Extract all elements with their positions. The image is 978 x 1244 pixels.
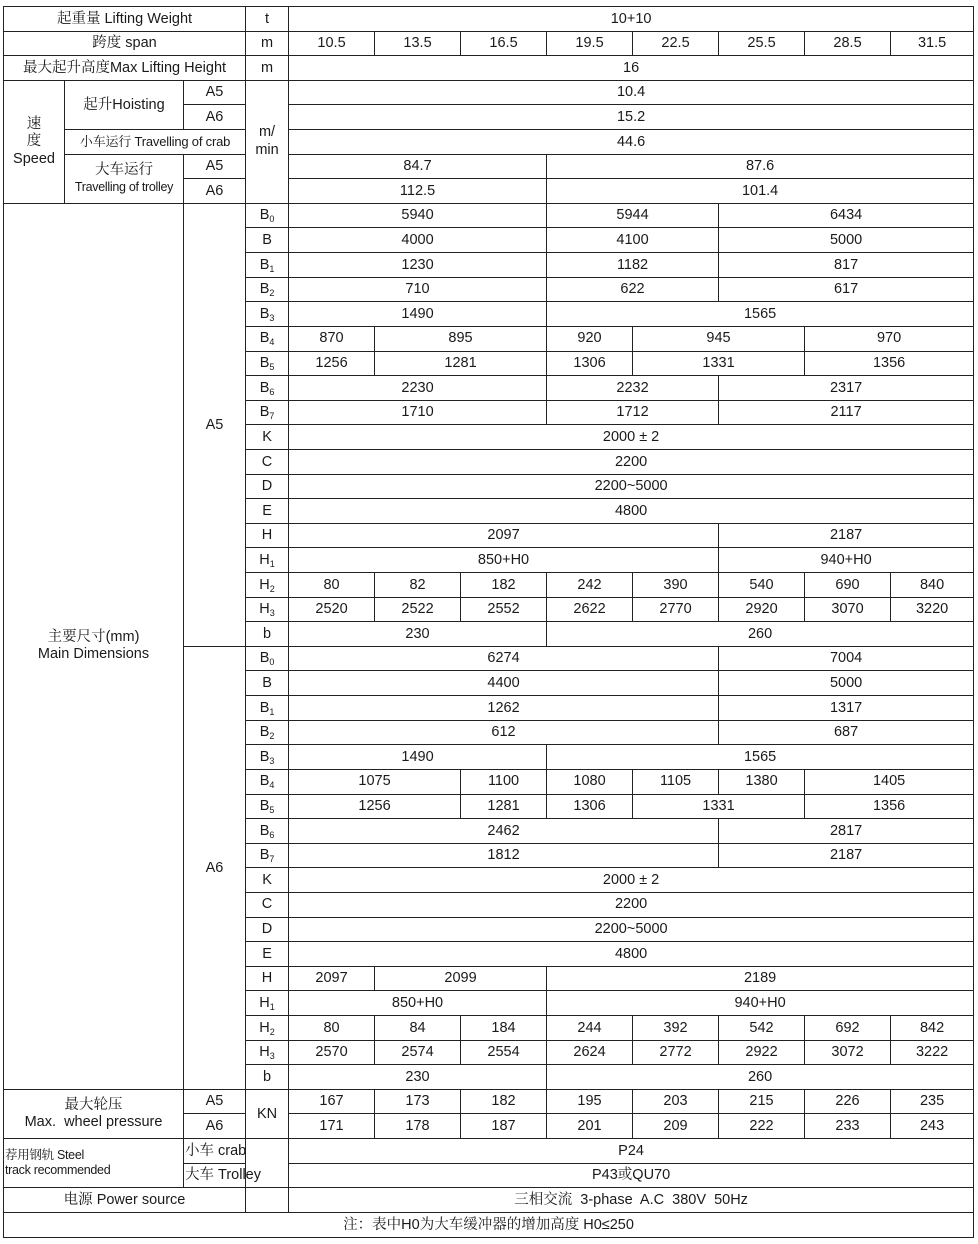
dim-value: 542 xyxy=(719,1015,805,1040)
dim-value: 1490 xyxy=(289,745,547,770)
dim-value: 842 xyxy=(891,1015,974,1040)
dim-symbol: $B_0$ xyxy=(246,203,289,228)
dim-symbol: $H_2$ xyxy=(246,573,289,598)
dim-value: 82 xyxy=(375,573,461,598)
span-value: 16.5 xyxy=(461,31,547,56)
dim-value: 1331 xyxy=(633,351,805,376)
dim-symbol: C xyxy=(246,449,289,474)
dim-value: 2099 xyxy=(375,966,547,991)
grade-label: A6 xyxy=(184,179,246,204)
dim-symbol: $B_5$ xyxy=(246,351,289,376)
dim-value: 2772 xyxy=(633,1040,719,1065)
lifting-weight-value: 10+10 xyxy=(289,7,974,32)
dim-value: 2317 xyxy=(719,376,974,401)
dim-symbol: $B_4$ xyxy=(246,769,289,794)
lifting-weight-unit: t xyxy=(246,7,289,32)
dim-symbol: K xyxy=(246,425,289,450)
rail-trolley-value: P43或QU70 xyxy=(289,1163,974,1188)
dim-value: 540 xyxy=(719,573,805,598)
dim-value: 1105 xyxy=(633,769,719,794)
span-label: 跨度 span xyxy=(4,31,246,56)
dim-symbol: $B_6$ xyxy=(246,819,289,844)
row-note xyxy=(4,1212,974,1237)
dim-value: 84 xyxy=(375,1015,461,1040)
trolley-a6-value: 112.5 xyxy=(289,179,547,204)
dim-value: 2554 xyxy=(461,1040,547,1065)
rail-label xyxy=(4,1139,184,1188)
speed-label-en: Speed xyxy=(13,150,55,167)
dim-value: 1710 xyxy=(289,400,547,425)
dim-value: 2200~5000 xyxy=(289,917,974,942)
dim-value: 1281 xyxy=(375,351,547,376)
main-dimensions-label-en: Main Dimensions xyxy=(37,646,150,663)
dim-value: 920 xyxy=(547,326,633,351)
trolley-travel-label xyxy=(65,154,184,203)
rail-label-en: track recommended xyxy=(5,1163,111,1178)
dim-value: 2520 xyxy=(289,597,375,622)
dim-symbol: $H_3$ xyxy=(246,1040,289,1065)
row-wheel-pressure-a5 xyxy=(4,1089,974,1114)
dim-value: 2187 xyxy=(719,843,974,868)
dim-value: 687 xyxy=(719,720,974,745)
dim-value: 1356 xyxy=(805,351,974,376)
hoisting-a6-value: 15.2 xyxy=(289,105,974,130)
max-lifting-height-value: 16 xyxy=(289,56,974,81)
dim-value: 2187 xyxy=(719,523,974,548)
dim-value: 690 xyxy=(805,573,891,598)
span-value: 28.5 xyxy=(805,31,891,56)
main-dimensions-label xyxy=(4,203,184,1089)
dim-value: 392 xyxy=(633,1015,719,1040)
dim-value: 4400 xyxy=(289,671,719,696)
dim-symbol: $B_2$ xyxy=(246,277,289,302)
dim-value: 1080 xyxy=(547,769,633,794)
dim-symbol: $B_3$ xyxy=(246,302,289,327)
rail-label-cn: 荐用钢轨 Steel xyxy=(5,1148,84,1163)
wheel-pressure-label-cn: 最大轮压 xyxy=(64,1096,123,1113)
dim-symbol: $B_2$ xyxy=(246,720,289,745)
dim-value: 2920 xyxy=(719,597,805,622)
dim-value: 4000 xyxy=(289,228,547,253)
dim-value: 260 xyxy=(547,1065,974,1090)
trolley-a5-value: 84.7 xyxy=(289,154,547,179)
row-power-source xyxy=(4,1188,974,1213)
dim-value: 2232 xyxy=(547,376,719,401)
wheel-pressure-value: 182 xyxy=(461,1089,547,1114)
grade-label: A6 xyxy=(184,646,246,1089)
row-a5-B0 xyxy=(4,203,974,228)
speed-label-cn: 速度 xyxy=(26,115,42,150)
crab-travel-value: 44.6 xyxy=(289,130,974,155)
dim-value: 2922 xyxy=(719,1040,805,1065)
hoisting-label: 起升Hoisting xyxy=(65,80,184,129)
dim-value: 80 xyxy=(289,1015,375,1040)
dim-value: 6274 xyxy=(289,646,719,671)
dim-value: 617 xyxy=(719,277,974,302)
dim-value: 242 xyxy=(547,573,633,598)
wheel-pressure-label xyxy=(4,1089,184,1138)
dim-value: 4800 xyxy=(289,499,974,524)
dim-value: 260 xyxy=(547,622,974,647)
wheel-pressure-value: 203 xyxy=(633,1089,719,1114)
dim-value: 230 xyxy=(289,622,547,647)
dim-value: 1182 xyxy=(547,253,719,278)
dim-value: 1281 xyxy=(461,794,547,819)
dim-value: 1405 xyxy=(805,769,974,794)
trolley-a5-value: 87.6 xyxy=(547,154,974,179)
dim-value: 2000 ± 2 xyxy=(289,868,974,893)
dim-symbol: b xyxy=(246,622,289,647)
span-value: 10.5 xyxy=(289,31,375,56)
span-value: 25.5 xyxy=(719,31,805,56)
grade-label: A6 xyxy=(184,105,246,130)
dim-symbol: $H_3$ xyxy=(246,597,289,622)
dim-symbol: b xyxy=(246,1065,289,1090)
table-note: 注：表中H0为大车缓冲器的增加高度 H0≤250 xyxy=(4,1212,974,1237)
dim-value: 945 xyxy=(633,326,805,351)
dim-symbol: $B_3$ xyxy=(246,745,289,770)
dim-value: 710 xyxy=(289,277,547,302)
dim-value: 850+H0 xyxy=(289,548,719,573)
dim-symbol: $B_5$ xyxy=(246,794,289,819)
span-value: 19.5 xyxy=(547,31,633,56)
lifting-weight-label: 起重量 Lifting Weight xyxy=(4,7,246,32)
dim-symbol: $B_0$ xyxy=(246,646,289,671)
dim-value: 184 xyxy=(461,1015,547,1040)
trolley-travel-label-cn: 大车运行 xyxy=(95,161,153,178)
dim-symbol: $H_1$ xyxy=(246,991,289,1016)
max-lifting-height-unit: m xyxy=(246,56,289,81)
wheel-pressure-value: 209 xyxy=(633,1114,719,1139)
wheel-pressure-value: 235 xyxy=(891,1089,974,1114)
rail-crab-label: 小车 crab xyxy=(184,1139,246,1164)
dim-value: 1230 xyxy=(289,253,547,278)
max-lifting-height-label: 最大起升高度Max Lifting Height xyxy=(4,56,246,81)
wheel-pressure-value: 178 xyxy=(375,1114,461,1139)
trolley-travel-label-en: Travelling of trolley xyxy=(74,179,174,194)
power-source-value: 三相交流 3-phase A.C 380V 50Hz xyxy=(289,1188,974,1213)
span-unit: m xyxy=(246,31,289,56)
dim-symbol: $B_1$ xyxy=(246,253,289,278)
dim-symbol: $B_1$ xyxy=(246,696,289,721)
dim-value: 2097 xyxy=(289,523,719,548)
dim-value: 1812 xyxy=(289,843,719,868)
dim-value: 1306 xyxy=(547,794,633,819)
dim-symbol: D xyxy=(246,474,289,499)
dim-value: 5000 xyxy=(719,671,974,696)
crab-travel-label: 小车运行 Travelling of crab xyxy=(65,130,246,155)
dim-symbol: H xyxy=(246,966,289,991)
wheel-pressure-value: 201 xyxy=(547,1114,633,1139)
dim-value: 1356 xyxy=(805,794,974,819)
trolley-a6-value: 101.4 xyxy=(547,179,974,204)
dim-symbol: K xyxy=(246,868,289,893)
dim-value: 5000 xyxy=(719,228,974,253)
dim-symbol: H xyxy=(246,523,289,548)
wheel-pressure-value: 226 xyxy=(805,1089,891,1114)
row-speed-hoisting-a5 xyxy=(4,80,974,105)
dim-value: 230 xyxy=(289,1065,547,1090)
dim-value: 940+H0 xyxy=(547,991,974,1016)
dim-value: 5944 xyxy=(547,203,719,228)
dim-value: 2522 xyxy=(375,597,461,622)
dim-value: 840 xyxy=(891,573,974,598)
dim-value: 1317 xyxy=(719,696,974,721)
dim-value: 692 xyxy=(805,1015,891,1040)
row-rail-crab xyxy=(4,1139,974,1164)
dim-value: 6434 xyxy=(719,203,974,228)
dim-value: 2622 xyxy=(547,597,633,622)
dim-value: 2570 xyxy=(289,1040,375,1065)
wheel-pressure-value: 243 xyxy=(891,1114,974,1139)
grade-label: A5 xyxy=(184,1089,246,1114)
row-span xyxy=(4,31,974,56)
wheel-pressure-value: 187 xyxy=(461,1114,547,1139)
dim-value: 1331 xyxy=(633,794,805,819)
rail-crab-value: P24 xyxy=(289,1139,974,1164)
span-value: 31.5 xyxy=(891,31,974,56)
dim-value: 940+H0 xyxy=(719,548,974,573)
dim-value: 2200 xyxy=(289,449,974,474)
wheel-pressure-label-en: Max. wheel pressure xyxy=(24,1113,163,1130)
dim-value: 2200~5000 xyxy=(289,474,974,499)
dim-value: 2230 xyxy=(289,376,547,401)
dim-value: 612 xyxy=(289,720,719,745)
dim-symbol: $H_1$ xyxy=(246,548,289,573)
power-unit-empty xyxy=(246,1188,289,1213)
dim-value: 2097 xyxy=(289,966,375,991)
dim-value: 3072 xyxy=(805,1040,891,1065)
row-lifting-weight xyxy=(4,7,974,32)
span-value: 22.5 xyxy=(633,31,719,56)
dim-value: 2574 xyxy=(375,1040,461,1065)
dim-value: 182 xyxy=(461,573,547,598)
dim-value: 2462 xyxy=(289,819,719,844)
dim-value: 390 xyxy=(633,573,719,598)
dim-value: 2000 ± 2 xyxy=(289,425,974,450)
dim-value: 1262 xyxy=(289,696,719,721)
dim-value: 622 xyxy=(547,277,719,302)
grade-label: A5 xyxy=(184,80,246,105)
speed-unit: m/min xyxy=(246,80,289,203)
spec-table xyxy=(3,6,974,1238)
dim-value: 1256 xyxy=(289,794,461,819)
dim-value: 1565 xyxy=(547,745,974,770)
dim-value: 3070 xyxy=(805,597,891,622)
grade-label: A5 xyxy=(184,154,246,179)
dim-symbol: B xyxy=(246,671,289,696)
dim-value: 2552 xyxy=(461,597,547,622)
main-dimensions-label-cn: 主要尺寸(mm) xyxy=(47,629,140,646)
wheel-pressure-value: 215 xyxy=(719,1089,805,1114)
dim-value: 850+H0 xyxy=(289,991,547,1016)
dim-value: 7004 xyxy=(719,646,974,671)
wheel-pressure-value: 195 xyxy=(547,1089,633,1114)
hoisting-a5-value: 10.4 xyxy=(289,80,974,105)
power-source-label: 电源 Power source xyxy=(4,1188,246,1213)
dim-symbol: B xyxy=(246,228,289,253)
wheel-pressure-value: 171 xyxy=(289,1114,375,1139)
dim-value: 5940 xyxy=(289,203,547,228)
dim-value: 1490 xyxy=(289,302,547,327)
grade-label: A6 xyxy=(184,1114,246,1139)
dim-value: 3220 xyxy=(891,597,974,622)
dim-symbol: $B_7$ xyxy=(246,400,289,425)
dim-value: 1075 xyxy=(289,769,461,794)
row-speed-trolley-a5 xyxy=(4,154,974,179)
row-max-lifting-height xyxy=(4,56,974,81)
dim-value: 2770 xyxy=(633,597,719,622)
dim-value: 80 xyxy=(289,573,375,598)
dim-value: 1380 xyxy=(719,769,805,794)
dim-value: 895 xyxy=(375,326,547,351)
dim-value: 1100 xyxy=(461,769,547,794)
dim-value: 817 xyxy=(719,253,974,278)
wheel-pressure-value: 173 xyxy=(375,1089,461,1114)
rail-trolley-label: 大车 Trolley xyxy=(184,1163,246,1188)
dim-value: 2117 xyxy=(719,400,974,425)
dim-value: 4100 xyxy=(547,228,719,253)
wheel-pressure-value: 233 xyxy=(805,1114,891,1139)
dim-value: 2189 xyxy=(547,966,974,991)
dim-symbol: $H_2$ xyxy=(246,1015,289,1040)
dim-symbol: D xyxy=(246,917,289,942)
row-speed-crab xyxy=(4,130,974,155)
grade-label: A5 xyxy=(184,203,246,646)
wheel-pressure-value: 167 xyxy=(289,1089,375,1114)
dim-value: 1712 xyxy=(547,400,719,425)
dim-value: 970 xyxy=(805,326,974,351)
wheel-pressure-unit: KN xyxy=(246,1089,289,1138)
dim-symbol: $B_4$ xyxy=(246,326,289,351)
dim-value: 2817 xyxy=(719,819,974,844)
dim-symbol: C xyxy=(246,892,289,917)
dim-symbol: $B_7$ xyxy=(246,843,289,868)
dim-value: 1306 xyxy=(547,351,633,376)
speed-label xyxy=(4,80,65,203)
dim-value: 3222 xyxy=(891,1040,974,1065)
dim-symbol: E xyxy=(246,499,289,524)
span-value: 13.5 xyxy=(375,31,461,56)
dim-value: 4800 xyxy=(289,942,974,967)
dim-value: 1256 xyxy=(289,351,375,376)
wheel-pressure-value: 222 xyxy=(719,1114,805,1139)
dim-value: 2200 xyxy=(289,892,974,917)
dim-symbol: E xyxy=(246,942,289,967)
dim-value: 1565 xyxy=(547,302,974,327)
dim-value: 2624 xyxy=(547,1040,633,1065)
dim-value: 870 xyxy=(289,326,375,351)
dim-value: 244 xyxy=(547,1015,633,1040)
dim-symbol: $B_6$ xyxy=(246,376,289,401)
